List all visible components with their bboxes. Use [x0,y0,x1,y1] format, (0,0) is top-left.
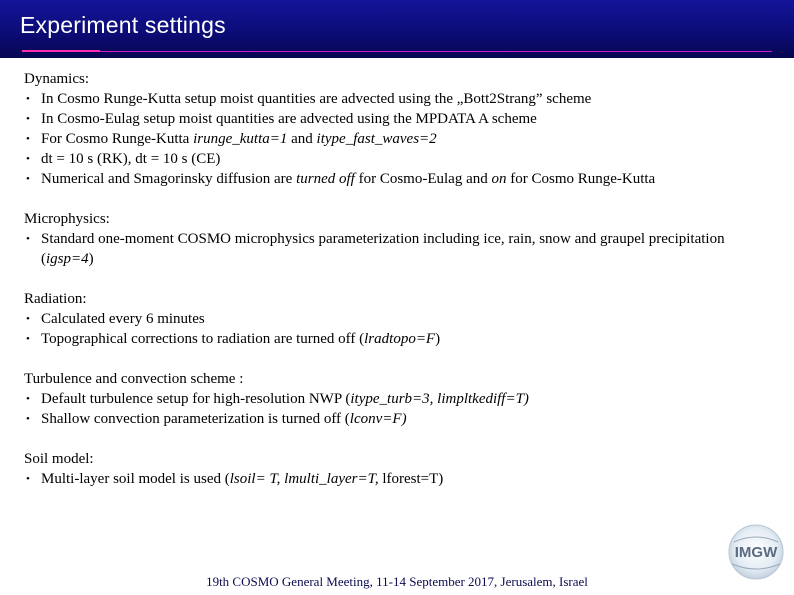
list-item [24,149,744,169]
list-item [24,309,744,329]
emphasis-on: on [491,171,507,187]
microphysics-list [24,229,744,269]
item-text: dt = 10 s (RK), dt = 10 s (CE) [41,151,221,167]
list-item [24,109,744,129]
item-text: Calculated every 6 minutes [41,311,205,327]
radiation-heading: Radiation: [24,291,87,307]
dynamics-section [24,69,744,189]
list-item [24,329,744,349]
bullet-icon: • [26,173,30,185]
list-item [24,469,744,489]
item-text: for Cosmo Runge-Kutta [506,171,656,187]
soil-heading: Soil model: [24,451,94,467]
microphysics-heading: Microphysics: [24,211,110,227]
item-text: Numerical and Smagorinsky diffusion are [41,171,297,187]
item-text: lforest=T) [378,471,444,487]
slide-title: Experiment settings [20,12,226,38]
soil-list [24,469,744,489]
item-text: Standard one-moment COSMO microphysics parameterization including ice, rain, snow and graupel precipitation ( [41,231,725,267]
emphasis-turned-off: turned off [296,171,355,187]
item-text: In Cosmo Runge-Kutta setup moist quantities are advected using the „Bott2Strang” scheme [41,91,592,107]
list-item [24,409,744,429]
logo-text: IMGW [734,544,778,561]
bullet-icon: • [26,153,30,165]
slide-content [24,69,744,509]
dynamics-list [24,89,744,189]
item-text: for Cosmo-Eulag and [354,171,492,187]
item-text: ) [435,331,441,347]
item-text: For Cosmo Runge-Kutta [41,131,194,147]
bullet-icon: • [26,133,30,145]
param-itype-fast-waves: itype_fast_waves=2 [316,131,437,147]
list-item [24,229,744,269]
soil-section [24,449,744,489]
list-item [24,169,744,189]
item-text: ) [88,251,94,267]
imgw-logo-icon [728,522,784,582]
bullet-icon: • [26,233,30,245]
turbulence-list [24,389,744,429]
turbulence-heading: Turbulence and convection scheme : [24,371,244,387]
bullet-icon: • [26,473,30,485]
param-irunge-kutta: irunge_kutta=1 [193,131,288,147]
title-bar [0,0,794,58]
param-lconv: lconv=F) [349,411,407,427]
item-text: Topographical corrections to radiation are turned off ( [41,331,365,347]
bullet-icon: • [26,93,30,105]
list-item [24,89,744,109]
bullet-icon: • [26,333,30,345]
param-lsoil: lsoil= T, lmulti_layer=T, [229,471,379,487]
radiation-section [24,289,744,349]
dynamics-heading: Dynamics: [24,71,89,87]
footer: 19th COSMO General Meeting, 11-14 September 2017, Jerusalem, Israel [206,574,588,589]
turbulence-section [24,369,744,429]
item-text: Shallow convection parameterization is turned off ( [41,411,350,427]
list-item [24,389,744,409]
param-lradtopo: lradtopo=F [364,331,436,347]
title-underline [100,51,772,52]
microphysics-section [24,209,744,269]
item-text: In Cosmo-Eulag setup moist quantities are advected using the MPDATA A scheme [41,111,537,127]
list-item [24,129,744,149]
bullet-icon: • [26,113,30,125]
item-text: Default turbulence setup for high-resolution NWP ( [41,391,351,407]
title-underline-accent [22,50,100,52]
item-text: and [287,131,317,147]
bullet-icon: • [26,313,30,325]
bullet-icon: • [26,393,30,405]
radiation-list [24,309,744,349]
param-itype-turb: itype_turb=3, limpltkediff=T) [350,391,529,407]
bullet-icon: • [26,413,30,425]
item-text: Multi-layer soil model is used ( [41,471,230,487]
param-igsp: igsp=4 [46,251,89,267]
